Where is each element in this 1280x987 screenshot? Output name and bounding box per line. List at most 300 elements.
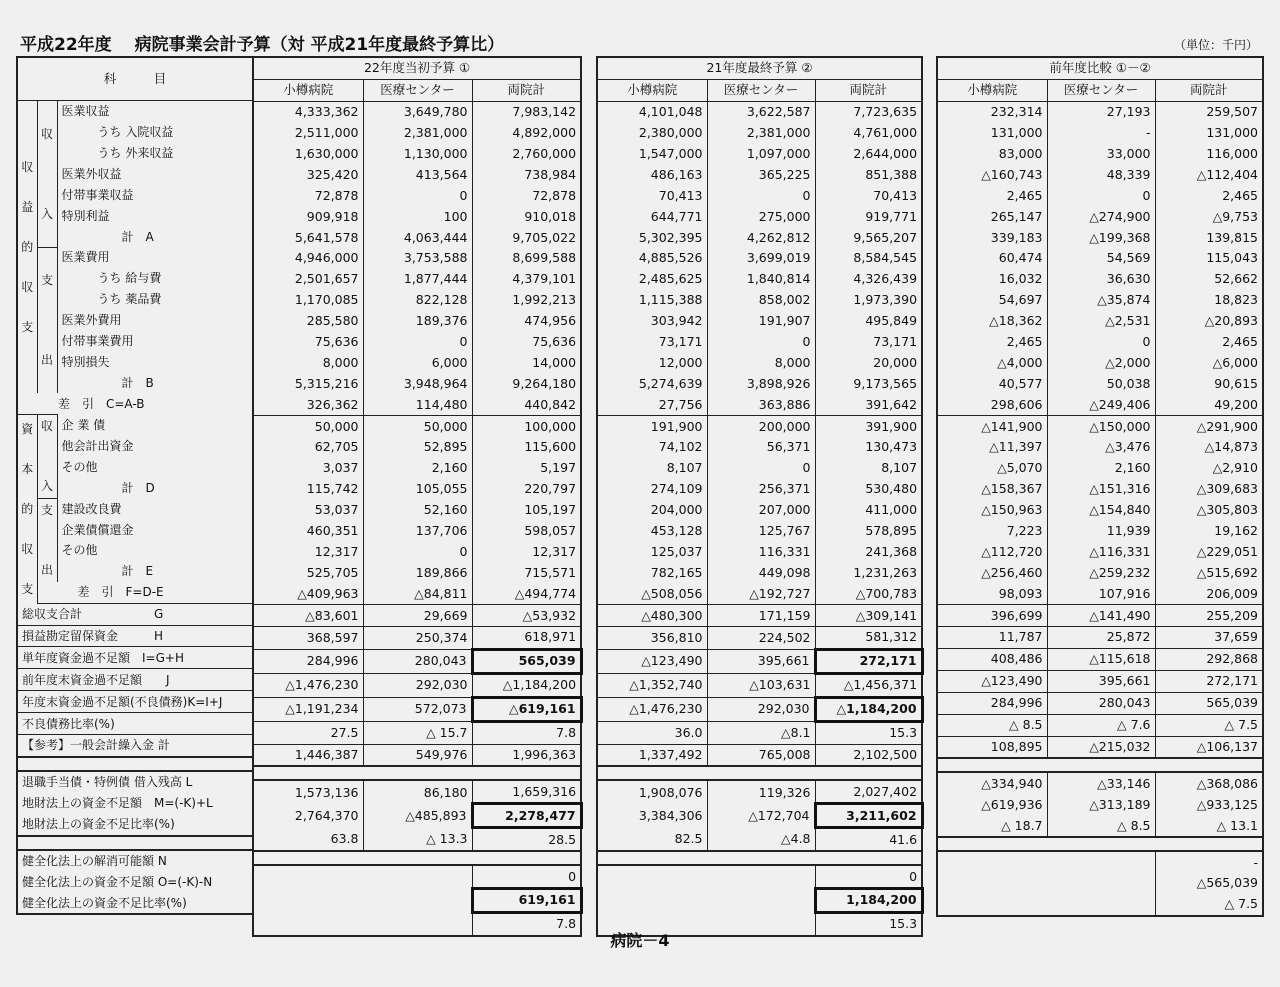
value-cell: 4,262,812: [707, 227, 815, 248]
value-cell: 363,886: [707, 394, 815, 415]
value-cell: 1,973,390: [815, 290, 922, 311]
value-cell: 114,480: [363, 394, 472, 415]
value-cell: 1,337,492: [597, 744, 707, 766]
value-cell: [1047, 873, 1155, 894]
value-cell: 822,128: [363, 290, 472, 311]
value-cell: 27.5: [253, 721, 363, 744]
value-cell: 3,649,780: [363, 101, 472, 122]
data-row: [937, 714, 1263, 736]
value-cell: 204,000: [650, 502, 703, 518]
label-row: [17, 814, 253, 836]
data-row: [937, 648, 1263, 670]
value-cell: △565,039: [1155, 873, 1263, 894]
data-row: [253, 394, 581, 415]
row-label: 計 D: [61, 480, 155, 495]
budget-22-table: [252, 56, 583, 937]
value-cell: [253, 888, 363, 912]
value-cell: △249,406: [1047, 394, 1155, 415]
value-cell: 368,597: [253, 627, 363, 650]
row-label: 退職手当債・特例債 借入残高 L: [22, 775, 193, 790]
value-cell: 19,162: [1155, 521, 1263, 542]
value-cell: 449,098: [707, 562, 815, 583]
value-cell: 20,000: [815, 352, 922, 373]
value-cell: 25,872: [1047, 627, 1155, 649]
value-cell: 1,573,136: [294, 784, 359, 800]
data-row: [937, 269, 1263, 290]
value-cell: 8,000: [322, 354, 359, 370]
value-cell: △ 7.6: [1047, 714, 1155, 736]
value-cell: 189,866: [363, 562, 472, 583]
data-row: [253, 780, 581, 803]
value-cell: [363, 888, 472, 912]
value-cell: 189,376: [363, 311, 472, 332]
row-label: 差 引 C=A-B: [17, 393, 57, 414]
label-row: [17, 669, 253, 691]
value-cell: 7,723,635: [815, 101, 922, 122]
value-cell: 2,465: [1155, 185, 1263, 206]
value-cell: 41.6: [815, 828, 922, 851]
value-cell: 851,388: [815, 164, 922, 185]
data-row: [253, 185, 581, 206]
value-cell: △1,184,200: [472, 673, 581, 697]
value-cell: 16,032: [998, 271, 1043, 287]
value-cell: 581,312: [815, 627, 922, 650]
data-row: [253, 500, 581, 521]
value-cell: 255,209: [1155, 605, 1263, 627]
value-cell: △259,232: [1047, 562, 1155, 583]
value-cell: △20,893: [1155, 311, 1263, 332]
value-cell: 391,642: [815, 394, 922, 415]
data-row: [597, 744, 922, 766]
data-row: [937, 248, 1263, 269]
value-cell: 90,615: [1155, 373, 1263, 394]
value-cell: △83,601: [253, 605, 363, 627]
value-cell: 2,465: [1155, 332, 1263, 353]
value-cell: 52,662: [1155, 269, 1263, 290]
value-cell: △933,125: [1155, 794, 1263, 815]
value-cell: 3,384,306: [638, 807, 703, 823]
data-row: [597, 627, 922, 650]
data-row: [937, 394, 1263, 415]
value-cell: 619,161: [472, 888, 581, 912]
value-cell: 98,093: [937, 583, 1047, 604]
value-cell: 858,002: [707, 290, 815, 311]
value-cell: 2,485,625: [638, 271, 703, 287]
value-cell: 33,000: [1047, 144, 1155, 165]
value-cell: △1,352,740: [597, 673, 707, 697]
value-cell: 63.8: [253, 828, 363, 851]
data-row: [253, 479, 581, 500]
value-cell: △ 13.1: [1155, 815, 1263, 837]
data-row: [253, 721, 581, 744]
value-cell: 395,661: [1047, 670, 1155, 692]
column-header: 医療センター: [707, 79, 815, 101]
value-cell: 116,000: [1155, 144, 1263, 165]
data-row: [253, 437, 581, 458]
value-cell: 73,171: [815, 332, 922, 353]
data-row: [597, 394, 922, 415]
value-cell: 1,446,387: [253, 744, 363, 766]
row-label: 単年度資金過不足額 I=G+H: [17, 647, 253, 669]
column-header: 医療センター: [363, 79, 472, 101]
data-row: [253, 888, 581, 912]
value-cell: 115,742: [306, 481, 359, 497]
data-row: [597, 562, 922, 583]
data-row: [253, 673, 581, 697]
value-cell: 60,474: [998, 250, 1043, 266]
value-cell: △150,963: [981, 502, 1043, 518]
data-row: [253, 583, 581, 604]
value-cell: 272,171: [815, 649, 922, 673]
row-label: その他: [61, 459, 98, 474]
value-cell: 3,699,019: [707, 248, 815, 269]
value-cell: 232,314: [990, 104, 1043, 120]
value-cell: [707, 888, 815, 912]
value-cell: 0: [707, 185, 815, 206]
value-cell: 292,868: [1155, 648, 1263, 670]
value-cell: △18,362: [989, 313, 1043, 329]
value-cell: 6,000: [363, 352, 472, 373]
value-cell: △ 15.7: [363, 721, 472, 744]
data-row: [937, 311, 1263, 332]
group-header: 前年度比較 ①－②: [937, 57, 1263, 79]
value-cell: 8,584,545: [815, 248, 922, 269]
page-title: 平成22年度 病院事業会計予算（対 平成21年度最終予算比）: [20, 35, 505, 55]
data-row: [937, 437, 1263, 458]
value-cell: 292,030: [363, 673, 472, 697]
value-cell: △150,000: [1047, 416, 1155, 437]
value-cell: △1,456,371: [815, 673, 922, 697]
value-cell: △1,184,200: [815, 697, 922, 721]
value-cell: [1047, 894, 1155, 916]
value-cell: △ 8.5: [937, 714, 1047, 736]
value-cell: 27,756: [597, 394, 707, 415]
value-cell: 4,379,101: [472, 269, 581, 290]
data-row: [597, 888, 922, 912]
row-label: 医業外収益: [61, 166, 122, 181]
value-cell: 9,705,022: [472, 227, 581, 248]
value-cell: 36.0: [597, 721, 707, 744]
value-cell: 259,507: [1155, 101, 1263, 122]
page-number: 病院－4: [610, 931, 670, 950]
value-cell: 7,983,142: [472, 101, 581, 122]
value-cell: 171,159: [707, 605, 815, 627]
data-row: [253, 227, 581, 248]
row-label: 特別利益: [61, 208, 110, 223]
value-cell: 909,918: [306, 208, 359, 224]
value-cell: 4,946,000: [294, 250, 359, 266]
data-row: [937, 185, 1263, 206]
value-cell: △215,032: [1047, 736, 1155, 758]
value-cell: 395,661: [707, 649, 815, 673]
value-cell: 413,564: [363, 164, 472, 185]
label-row: [17, 771, 253, 793]
data-row: [597, 780, 922, 803]
row-label: 計 A: [61, 229, 154, 244]
value-cell: 1,547,000: [638, 146, 703, 161]
value-cell: 207,000: [707, 500, 815, 521]
value-cell: 1,231,263: [815, 562, 922, 583]
value-cell: 910,018: [472, 206, 581, 227]
value-cell: △8.1: [707, 721, 815, 744]
data-row: [253, 101, 581, 122]
data-row: [597, 605, 922, 627]
row-label: 不良債務比率(%): [17, 713, 253, 735]
value-cell: △141,490: [1047, 605, 1155, 627]
value-cell: 8,107: [666, 460, 703, 476]
data-row: [253, 458, 581, 479]
data-row: [597, 697, 922, 721]
data-row: [937, 873, 1263, 894]
value-cell: 72,878: [472, 185, 581, 206]
value-cell: 3,622,587: [707, 101, 815, 122]
value-cell: [253, 865, 363, 888]
value-cell: △309,683: [1155, 479, 1263, 500]
value-cell: 460,351: [306, 523, 359, 539]
value-cell: 284,996: [937, 692, 1047, 714]
value-cell: 495,849: [815, 311, 922, 332]
data-row: [253, 605, 581, 627]
value-cell: 191,907: [707, 311, 815, 332]
value-cell: 5,315,216: [294, 375, 359, 391]
value-cell: 70,413: [815, 185, 922, 206]
side-label-expense: 支 出: [37, 247, 57, 393]
value-cell: △274,900: [1047, 206, 1155, 227]
data-row: [597, 185, 922, 206]
value-cell: -: [1047, 123, 1155, 144]
label-row: [17, 850, 253, 872]
label-row: [17, 793, 253, 814]
value-cell: 9,565,207: [815, 227, 922, 248]
data-row: [253, 123, 581, 144]
value-cell: 356,810: [597, 627, 707, 650]
value-cell: 224,502: [707, 627, 815, 650]
value-cell: △112,404: [1155, 164, 1263, 185]
value-cell: 2,102,500: [815, 744, 922, 766]
data-row: [597, 290, 922, 311]
value-cell: 2,465: [1006, 187, 1043, 203]
value-cell: 525,705: [306, 564, 359, 580]
data-row: [937, 627, 1263, 649]
value-cell: 27,193: [1047, 101, 1155, 122]
row-label: 医業外費用: [61, 313, 122, 328]
row-label: 【参考】一般会計繰入金 計: [17, 735, 253, 757]
value-cell: △123,490: [937, 670, 1047, 692]
value-cell: 4,101,048: [638, 104, 703, 120]
row-label: 付帯事業費用: [61, 334, 134, 349]
value-cell: 50,000: [314, 418, 359, 434]
value-cell: △84,811: [363, 583, 472, 604]
data-row: [937, 101, 1263, 122]
data-row: [937, 332, 1263, 353]
data-row: [597, 479, 922, 500]
value-cell: 326,362: [253, 394, 363, 415]
value-cell: 72,878: [314, 187, 359, 203]
data-row: [253, 416, 581, 437]
value-cell: 100: [363, 206, 472, 227]
data-row: [937, 458, 1263, 479]
value-cell: 54,697: [998, 292, 1043, 308]
value-cell: 474,956: [472, 311, 581, 332]
side-label-shihon: 資 本 的 収 支: [17, 415, 37, 604]
value-cell: [597, 888, 707, 912]
subject-header: 科 目: [17, 57, 253, 100]
value-cell: 12,317: [314, 543, 359, 559]
value-cell: △103,631: [707, 673, 815, 697]
side-label-shueki: 収 益 的 収 支: [17, 100, 37, 393]
value-cell: 50,038: [1047, 373, 1155, 394]
value-cell: 325,420: [306, 166, 359, 182]
value-cell: △199,368: [1047, 227, 1155, 248]
value-cell: 2,511,000: [294, 125, 359, 141]
value-cell: 75,636: [472, 332, 581, 353]
value-cell: △192,727: [707, 583, 815, 604]
row-label: 年度末資金過不足額(不良債務)K=I+J: [17, 691, 253, 713]
data-row: [597, 541, 922, 562]
value-cell: 15.3: [815, 721, 922, 744]
data-row: [937, 815, 1263, 837]
value-cell: 3,037: [322, 460, 359, 476]
row-label: うち 入院収益: [61, 125, 174, 140]
data-row: [937, 583, 1263, 604]
value-cell: △619,936: [981, 796, 1043, 812]
row-label: 健全化法上の解消可能額 N: [22, 854, 167, 869]
data-row: [597, 673, 922, 697]
data-row: [597, 101, 922, 122]
data-row: [597, 649, 922, 673]
value-cell: △35,874: [1047, 290, 1155, 311]
value-cell: 280,043: [1047, 692, 1155, 714]
value-cell: 125,767: [707, 521, 815, 542]
value-cell: 29,669: [363, 605, 472, 627]
value-cell: 0: [707, 332, 815, 353]
value-cell: 2,764,370: [294, 807, 359, 823]
data-row: [937, 479, 1263, 500]
value-cell: △508,056: [597, 583, 707, 604]
data-row: [597, 828, 922, 851]
value-cell: △ 8.5: [1047, 815, 1155, 837]
value-cell: 565,039: [472, 649, 581, 673]
value-cell: 0: [472, 865, 581, 888]
value-cell: △53,932: [472, 605, 581, 627]
row-label: 医業収益: [61, 104, 110, 119]
value-cell: 411,000: [815, 500, 922, 521]
label-row: [17, 713, 253, 735]
value-cell: 2,501,657: [294, 271, 359, 287]
value-cell: △ 18.7: [937, 815, 1047, 837]
value-cell: 618,971: [472, 627, 581, 650]
unit-label: （単位：千円）: [1173, 38, 1258, 52]
value-cell: 1,115,388: [638, 292, 703, 308]
value-cell: △313,189: [1047, 794, 1155, 815]
label-table: [16, 56, 254, 915]
value-cell: 11,939: [1047, 521, 1155, 542]
value-cell: 4,885,526: [638, 250, 703, 266]
value-cell: 83,000: [998, 146, 1043, 161]
data-row: [253, 541, 581, 562]
row-label: うち 給与費: [61, 271, 162, 286]
comparison-table: [936, 56, 1264, 917]
label-row: [17, 100, 253, 121]
value-cell: 4,063,444: [363, 227, 472, 248]
data-row: [597, 416, 922, 437]
data-row: [597, 521, 922, 542]
row-label: 健全化法上の資金不足額 O=(-K)-N: [22, 874, 213, 889]
row-label: 付帯事業収益: [61, 187, 134, 202]
data-row: [253, 269, 581, 290]
row-label: 企業債償還金: [61, 522, 134, 537]
value-cell: △154,840: [1047, 500, 1155, 521]
row-label: 差 引 F=D-E: [37, 582, 253, 603]
value-cell: 738,984: [472, 164, 581, 185]
data-row: [253, 164, 581, 185]
value-cell: 2,381,000: [707, 123, 815, 144]
row-label: 建設改良費: [61, 501, 122, 516]
value-cell: △309,141: [815, 605, 922, 627]
label-row: [17, 625, 253, 647]
data-row: [597, 437, 922, 458]
value-cell: 107,916: [1047, 583, 1155, 604]
value-cell: 1,659,316: [472, 780, 581, 803]
value-cell: 1,630,000: [294, 146, 359, 161]
row-label: 計 B: [61, 375, 154, 390]
value-cell: 8,000: [707, 352, 815, 373]
value-cell: 265,147: [990, 208, 1043, 224]
value-cell: 598,057: [472, 521, 581, 542]
data-row: [253, 352, 581, 373]
value-cell: 1,170,085: [294, 292, 359, 308]
value-cell: 2,760,000: [472, 144, 581, 165]
value-cell: [937, 894, 1047, 916]
value-cell: 11,787: [937, 627, 1047, 649]
value-cell: 2,644,000: [815, 144, 922, 165]
data-row: [253, 828, 581, 851]
value-cell: 73,171: [658, 334, 703, 350]
label-row: [17, 892, 253, 914]
value-cell: [363, 865, 472, 888]
value-cell: 241,368: [815, 541, 922, 562]
value-cell: 0: [363, 541, 472, 562]
data-row: [937, 692, 1263, 714]
value-cell: 9,173,565: [815, 373, 922, 394]
value-cell: 131,000: [990, 125, 1043, 141]
value-cell: 131,000: [1155, 123, 1263, 144]
value-cell: 8,699,588: [472, 248, 581, 269]
data-row: [937, 373, 1263, 394]
data-row: [937, 794, 1263, 815]
value-cell: △700,783: [815, 583, 922, 604]
value-cell: [597, 865, 707, 888]
value-cell: △151,316: [1047, 479, 1155, 500]
value-cell: △ 7.5: [1155, 894, 1263, 916]
data-row: [253, 373, 581, 394]
label-row: [17, 735, 253, 757]
row-label: うち 薬品費: [61, 292, 162, 307]
value-cell: 2,465: [1006, 334, 1043, 350]
value-cell: △2,531: [1047, 311, 1155, 332]
value-cell: 486,163: [650, 166, 703, 182]
data-row: [253, 697, 581, 721]
value-cell: 298,606: [937, 394, 1047, 415]
value-cell: 1,840,814: [707, 269, 815, 290]
value-cell: 7.8: [472, 912, 581, 935]
value-cell: △1,476,230: [253, 673, 363, 697]
data-row: [597, 500, 922, 521]
row-label: うち 外来収益: [61, 146, 174, 161]
value-cell: △1,191,234: [253, 697, 363, 721]
value-cell: 280,043: [363, 649, 472, 673]
data-row: [937, 352, 1263, 373]
